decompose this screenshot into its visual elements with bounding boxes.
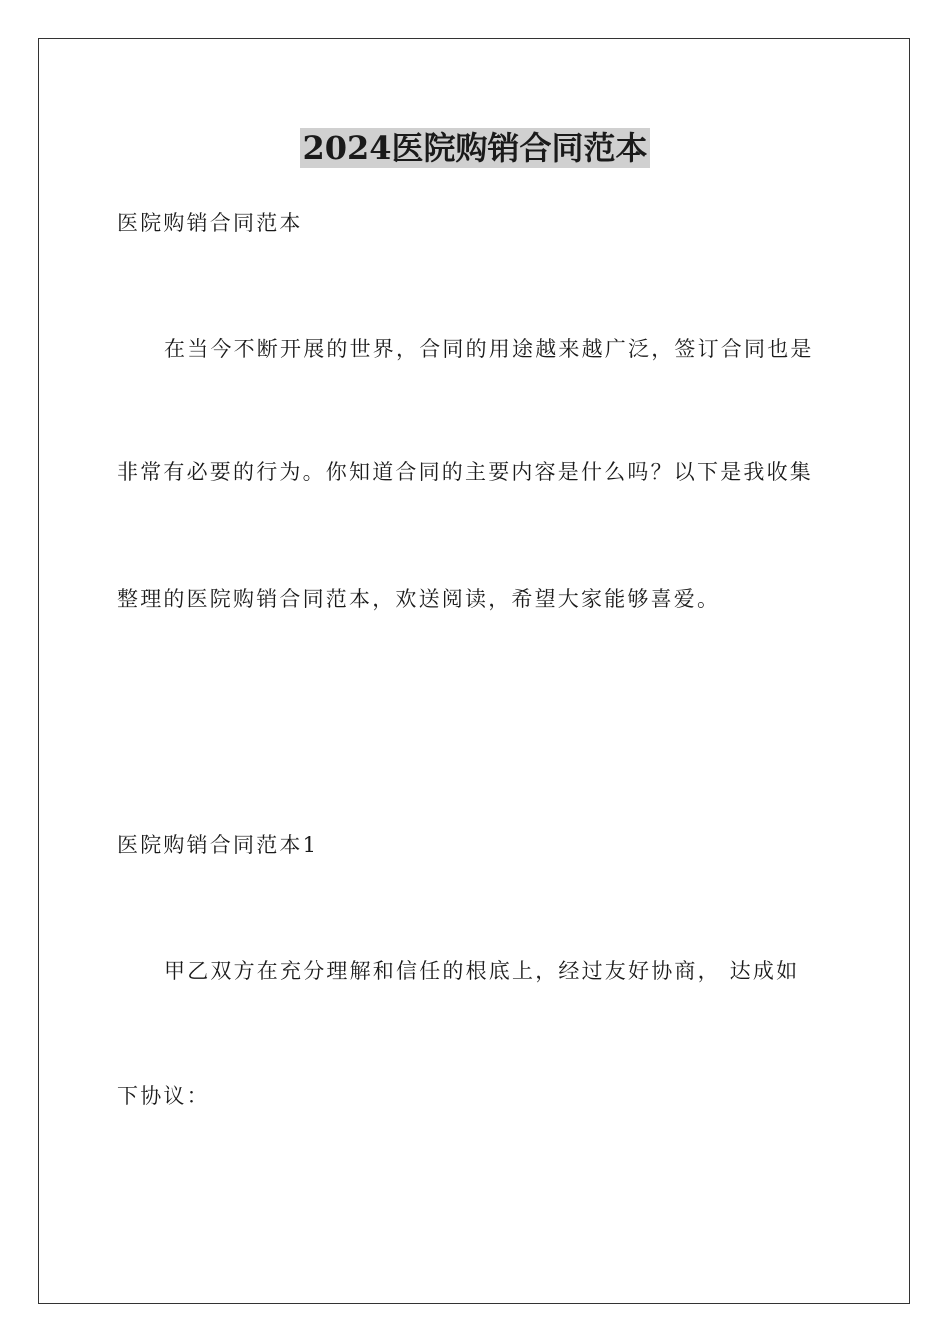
- title-container: [0, 128, 950, 168]
- section-line-2: 下协议：: [117, 1084, 210, 1108]
- intro-line-2: 非常有必要的行为。你知道合同的主要内容是什么吗？以下是我收集: [117, 460, 813, 484]
- section-line-1: 甲乙双方在充分理解和信任的根底上，经过友好协商， 达成如: [164, 959, 800, 983]
- section-heading: 医院购销合同范本1: [117, 833, 319, 857]
- document-title: 2024医院购销合同范本: [302, 129, 648, 167]
- document-subtitle: 医院购销合同范本: [117, 211, 303, 235]
- intro-line-1: 在当今不断开展的世界，合同的用途越来越广泛，签订合同也是: [164, 337, 814, 361]
- intro-line-3: 整理的医院购销合同范本，欢送阅读，希望大家能够喜爱。: [117, 587, 721, 611]
